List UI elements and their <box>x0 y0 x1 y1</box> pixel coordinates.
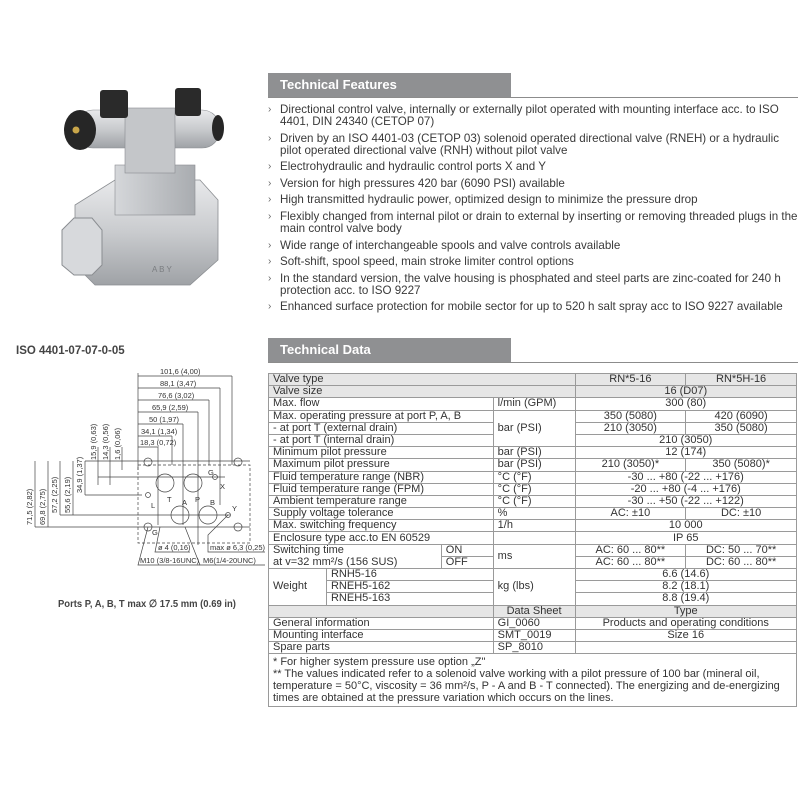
svg-text:G: G <box>208 468 214 477</box>
chevron-right-icon: › <box>268 194 272 206</box>
chevron-right-icon: › <box>268 256 272 268</box>
svg-text:max ø 6,3 (0,25): max ø 6,3 (0,25) <box>210 543 265 552</box>
chevron-right-icon: › <box>268 272 272 284</box>
svg-text:15,9 (0,63): 15,9 (0,63) <box>89 423 98 460</box>
svg-text:57,2 (2,25): 57,2 (2,25) <box>50 476 59 513</box>
ports-note: Ports P, A, B, T max ∅ 17.5 mm (0.69 in) <box>58 598 236 610</box>
table-row: Valve type RN*5-16 RN*5H-16 <box>269 374 797 386</box>
table-row: RNEH5-162 8.2 (18.1) <box>269 581 797 593</box>
feature-item: › Driven by an ISO 4401-03 (CETOP 03) solenoid operated directional valve (RNEH) or a hydraulic pilot operated directional valve (RNH) without pilot valve <box>268 131 779 157</box>
table-row: - at port T (internal drain) 210 (3050) <box>269 434 797 446</box>
table-row: General information GI_0060 Products and operating conditions <box>269 617 797 629</box>
footnote-1: * For higher system pressure use option „Z" <box>273 656 486 669</box>
svg-text:50 (1,97): 50 (1,97) <box>149 415 180 424</box>
table-row: Max. switching frequency 1/h 10 000 <box>269 520 797 532</box>
svg-text:1,6 (0,06): 1,6 (0,06) <box>113 427 122 460</box>
section-title-data: Technical Data <box>268 338 511 362</box>
chevron-right-icon: › <box>268 210 272 222</box>
feature-item: › Enhanced surface protection for mobile sector for up to 520 h salt spray acc to ISO 9227 available <box>268 300 783 314</box>
svg-text:L: L <box>151 501 156 510</box>
table-row: at v=32 mm²/s (156 SUS) OFF AC: 60 ... 80** DC: 60 ... 80** <box>269 556 797 568</box>
feature-item: › Version for high pressures 420 bar (6090 PSI) available <box>268 176 565 190</box>
svg-text:14,3 (0,56): 14,3 (0,56) <box>101 423 110 460</box>
feature-item: › Flexibly changed from internal pilot or drain to external by inserting or removing threaded plugs in the main control valve body <box>268 209 798 235</box>
table-row: Max. operating pressure at port P, A, B bar (PSI) 350 (5080) 420 (6090) <box>269 410 797 422</box>
svg-text:X: X <box>220 482 226 491</box>
footnote-2: ** The values indicated refer to a solenoid valve working with a pilot pressure of 100 bar (mineral oil, temperature = 50°C, viscosity = 36 mm²/s, P - A and B - T connected). The energizing and de-energizing times are obtained at the pressure variation which occurs on the lines. <box>273 668 780 705</box>
svg-text:G: G <box>152 528 158 537</box>
svg-text:88,1 (3,47): 88,1 (3,47) <box>160 379 197 388</box>
feature-item: › In the standard version, the valve housing is phosphated and steel parts are zinc-coated for 240 h protection acc. to ISO 9227 <box>268 271 781 297</box>
technical-data-table <box>268 373 797 707</box>
chevron-right-icon: › <box>268 301 272 313</box>
table-row: Data Sheet Type <box>269 605 797 617</box>
table-row: Max. flow l/min (GPM) 300 (80) <box>269 398 797 410</box>
table-row: RNEH5-163 8.8 (19.4) <box>269 593 797 605</box>
table-row: Fluid temperature range (NBR) °C (°F) -30 ... +80 (-22 ... +176) <box>269 471 797 483</box>
table-footnotes <box>269 654 797 707</box>
table-row: Maximum pilot pressure bar (PSI) 210 (3050)* 350 (5080)* <box>269 459 797 471</box>
chevron-right-icon: › <box>268 239 272 251</box>
svg-text:34,9 (1,37): 34,9 (1,37) <box>75 456 84 493</box>
table-row: Mounting interface SMT_0019 Size 16 <box>269 629 797 641</box>
section-title-features: Technical Features <box>268 73 511 97</box>
svg-text:M10 (3/8-16UNC): M10 (3/8-16UNC) <box>140 556 200 565</box>
product-image-valve <box>40 70 230 290</box>
features-list <box>268 104 798 318</box>
svg-text:69,8 (2,75): 69,8 (2,75) <box>38 488 47 525</box>
svg-text:ø 4 (0,16): ø 4 (0,16) <box>158 543 191 552</box>
feature-item: › Wide range of interchangeable spools and valve controls available <box>268 238 621 252</box>
table-row: Minimum pilot pressure bar (PSI) 12 (174) <box>269 447 797 459</box>
svg-text:Y: Y <box>232 504 238 513</box>
svg-text:T: T <box>167 495 172 504</box>
svg-text:101,6 (4,00): 101,6 (4,00) <box>160 367 201 376</box>
table-row: Valve size 16 (D07) <box>269 386 797 398</box>
svg-text:71,5 (2,82): 71,5 (2,82) <box>25 488 34 525</box>
chevron-right-icon: › <box>268 161 272 173</box>
table-row: Weight RNH5-16 kg (lbs) 6.6 (14.6) <box>269 569 797 581</box>
svg-text:65,9 (2,59): 65,9 (2,59) <box>152 403 189 412</box>
chevron-right-icon: › <box>268 132 272 144</box>
svg-text:76,6 (3,02): 76,6 (3,02) <box>158 391 195 400</box>
table-row: Supply voltage tolerance % AC: ±10 DC: ±10 <box>269 508 797 520</box>
feature-item: › Directional control valve, internally or externally pilot operated with mounting interface acc. to ISO 4401, DIN 24340 (CETOP 07) <box>268 103 779 128</box>
mounting-interface-drawing <box>10 365 265 595</box>
table-row: Switching time ON ms AC: 60 ... 80** DC: 50 ... 70** <box>269 544 797 556</box>
table-row: - at port T (external drain) 210 (3050) 350 (5080) <box>269 422 797 434</box>
chevron-right-icon: › <box>268 177 272 189</box>
svg-text:55,6 (2,19): 55,6 (2,19) <box>63 476 72 513</box>
feature-item: › Electrohydraulic and hydraulic control ports X and Y <box>268 160 546 174</box>
drawing-title: ISO 4401-07-07-0-05 <box>16 345 125 357</box>
svg-text:P: P <box>195 495 201 504</box>
table-row: Ambient temperature range °C (°F) -30 ... +50 (-22 ... +122) <box>269 495 797 507</box>
section-header-data <box>268 338 798 363</box>
svg-text:B: B <box>210 498 216 507</box>
feature-item: › Soft-shift, spool speed, main stroke limiter control options <box>268 255 574 269</box>
table-row: Enclosure type acc.to EN 60529 IP 65 <box>269 532 797 544</box>
section-header-features <box>268 73 798 98</box>
table-row: Spare parts SP_8010 <box>269 642 797 654</box>
feature-item: › High transmitted hydraulic power, optimized design to minimize the pressure drop <box>268 193 698 207</box>
svg-text:34,1 (1,34): 34,1 (1,34) <box>141 427 178 436</box>
svg-text:A: A <box>182 498 188 507</box>
chevron-right-icon: › <box>268 104 272 115</box>
table-row: Fluid temperature range (FPM) °C (°F) -20 ... +80 (-4 ... +176) <box>269 483 797 495</box>
svg-text:18,3 (0,72): 18,3 (0,72) <box>140 438 177 447</box>
svg-text:M6(1/4-20UNC): M6(1/4-20UNC) <box>203 556 256 565</box>
svg-text:A B Y: A B Y <box>152 265 172 274</box>
